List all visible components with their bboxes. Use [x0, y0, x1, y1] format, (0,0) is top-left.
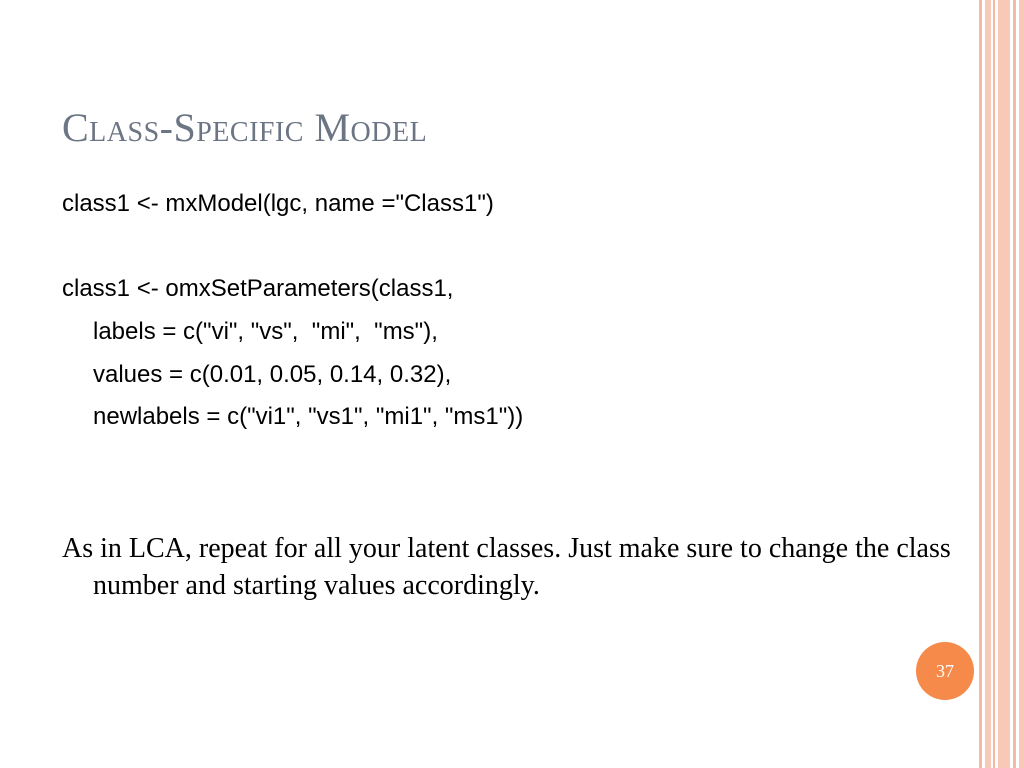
- code-line-mxmodel: class1 <- mxModel(lgc, name ="Class1"): [62, 190, 494, 217]
- slide-title: Class-Specific Model: [62, 105, 428, 150]
- code-line-values: values = c(0.01, 0.05, 0.14, 0.32),: [93, 361, 452, 388]
- decorative-stripe: [985, 0, 991, 768]
- decorative-stripe: [1013, 0, 1016, 768]
- page-number-badge: 37: [916, 642, 974, 700]
- body-note: As in LCA, repeat for all your latent classes. Just make sure to change the class number and starting values accordingly.: [62, 533, 951, 601]
- code-line-labels: labels = c("vi", "vs", "mi", "ms"),: [93, 318, 438, 345]
- decorative-stripe: [1019, 0, 1024, 768]
- decorative-stripe: [993, 0, 995, 768]
- code-line-set-parameters: class1 <- omxSetParameters(class1,: [62, 275, 454, 302]
- decorative-stripe: [979, 0, 982, 768]
- decorative-stripe: [998, 0, 1010, 768]
- code-line-newlabels: newlabels = c("vi1", "vs1", "mi1", "ms1")): [93, 403, 524, 430]
